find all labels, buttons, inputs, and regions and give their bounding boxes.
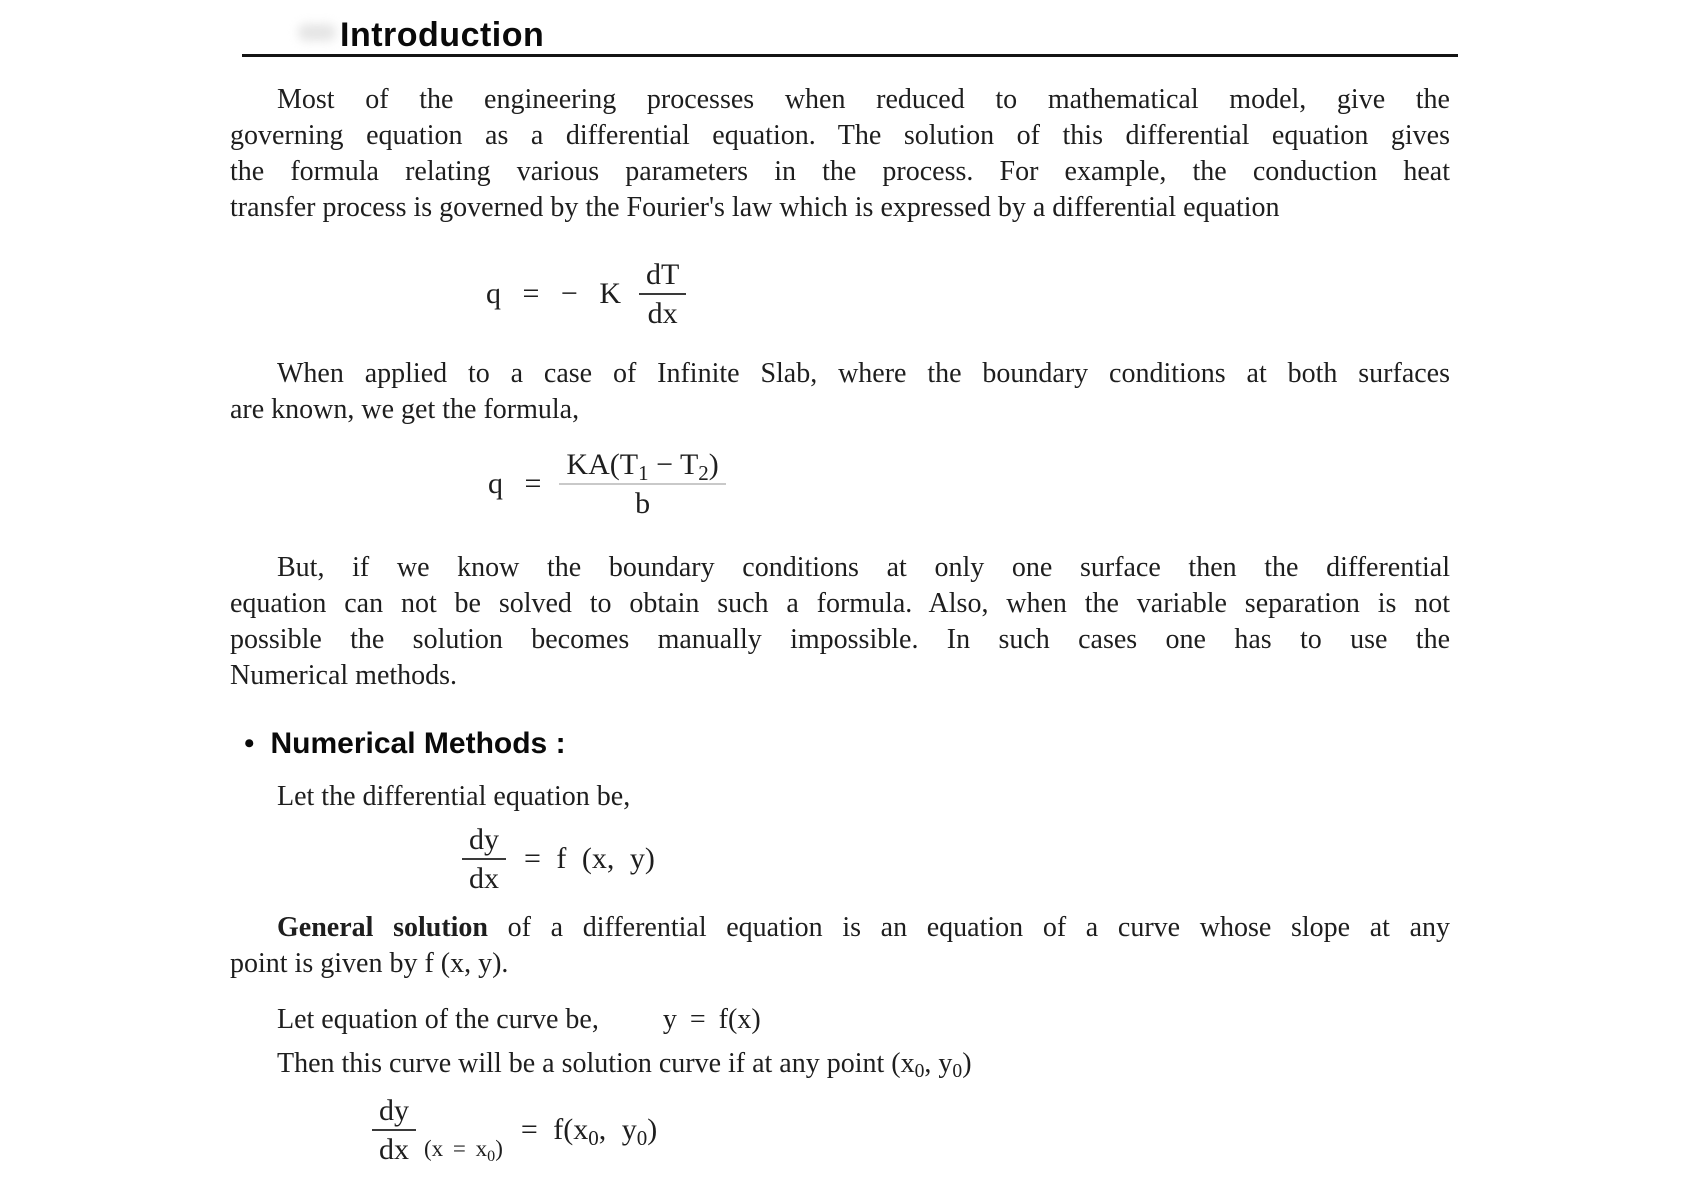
line-text: ) bbox=[962, 1048, 972, 1079]
page-title: Introduction bbox=[340, 16, 545, 54]
line-text: Then this curve will be a solution curve if at any point (x bbox=[277, 1048, 915, 1079]
fraction-denominator: b bbox=[559, 483, 725, 520]
line-text: , y bbox=[924, 1048, 953, 1079]
fraction bbox=[462, 823, 506, 895]
paragraph-line: When applied to a case of Infinite Slab, where the boundary conditions at both surfaces bbox=[277, 358, 1450, 389]
equation-lhs: q = − K bbox=[486, 277, 622, 310]
slab-paragraph bbox=[230, 356, 1450, 428]
paragraph-line: transfer process is governed by the Fourier's law which is expressed by a differential equation bbox=[230, 192, 1280, 223]
numerator-text: KA(T bbox=[566, 448, 639, 481]
curve-formula: y = f(x) bbox=[662, 1004, 761, 1035]
fraction-numerator bbox=[559, 448, 725, 483]
equation-rhs bbox=[520, 1113, 658, 1150]
evaluation-condition bbox=[424, 1136, 503, 1165]
paragraph-line bbox=[230, 910, 1450, 946]
general-solution-paragraph bbox=[230, 910, 1450, 982]
fraction-denominator: dx bbox=[639, 293, 686, 330]
fraction-numerator: dy bbox=[469, 823, 499, 856]
subscript: 0 bbox=[487, 1147, 496, 1165]
paragraph-line: Numerical methods. bbox=[230, 660, 458, 691]
paragraph-line: governing equation as a differential equation. The solution of this differential equation gives bbox=[230, 120, 1450, 151]
subscript: 1 bbox=[638, 460, 649, 485]
subscript: 2 bbox=[698, 460, 709, 485]
fraction bbox=[372, 1094, 416, 1166]
slab-equation bbox=[488, 448, 726, 520]
paragraph-line: possible the solution becomes manually impossible. In such cases one has to use the bbox=[230, 624, 1450, 655]
fourier-equation bbox=[486, 258, 686, 330]
bold-term: General solution bbox=[277, 912, 488, 943]
boundary-paragraph bbox=[230, 550, 1450, 694]
line-text: of a differential equation is an equation of a curve whose slope at any bbox=[488, 912, 1450, 943]
bullet-icon: • bbox=[244, 727, 255, 760]
title-underline bbox=[242, 54, 1458, 57]
subscript: 0 bbox=[636, 1125, 648, 1150]
equation-rhs: = f (x, y) bbox=[524, 842, 655, 875]
differential-equation bbox=[462, 823, 655, 895]
rhs-text: = f(x bbox=[520, 1113, 589, 1146]
fraction-denominator: dx bbox=[462, 858, 506, 895]
paragraph-line: Most of the engineering processes when reduced to mathematical model, give the bbox=[277, 84, 1450, 115]
condition-text: ) bbox=[495, 1136, 503, 1161]
fraction-denominator: dx bbox=[372, 1129, 416, 1166]
rhs-text: ) bbox=[647, 1113, 658, 1146]
fraction bbox=[559, 448, 725, 520]
solution-curve-line: Then this curve will be a solution curve if at any point (x 0 , y 0 ) bbox=[277, 1048, 972, 1083]
heading-label: Numerical Methods : bbox=[270, 727, 566, 760]
numerator-text: ) bbox=[708, 448, 719, 481]
paragraph-line: point is given by f (x, y). bbox=[230, 948, 509, 979]
numerical-methods-heading bbox=[244, 727, 566, 761]
equation-lhs: q = bbox=[488, 467, 542, 500]
paragraph-line: are known, we get the formula, bbox=[230, 394, 580, 425]
scan-smudge bbox=[298, 24, 336, 41]
subscript: 0 bbox=[588, 1125, 599, 1150]
fraction bbox=[639, 258, 686, 330]
curve-equation-line bbox=[277, 1002, 761, 1038]
point-equation bbox=[372, 1094, 657, 1166]
let-differential-line: Let the differential equation be, bbox=[277, 781, 631, 812]
rhs-text: , y bbox=[598, 1113, 637, 1146]
paragraph-line: the formula relating various parameters in the process. For example, the conduction heat bbox=[230, 156, 1450, 187]
fraction-numerator: dy bbox=[379, 1094, 409, 1127]
intro-paragraph bbox=[230, 82, 1450, 226]
fraction-numerator: dT bbox=[646, 258, 680, 291]
paragraph-line: But, if we know the boundary conditions at only one surface then the differential bbox=[277, 552, 1450, 583]
line-text: Let equation of the curve be, bbox=[277, 1004, 599, 1035]
condition-text: (x = x bbox=[424, 1136, 488, 1161]
paragraph-line: equation can not be solved to obtain such a formula. Also, when the variable separation is not bbox=[230, 588, 1450, 619]
numerator-text: − T bbox=[648, 448, 699, 481]
